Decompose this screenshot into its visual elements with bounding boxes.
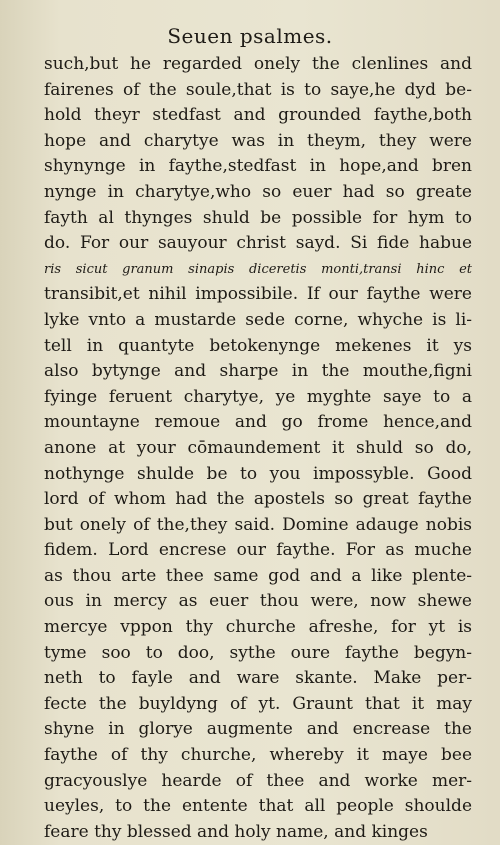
text-line: fayth al thynges shuld be possible for hym to [44, 207, 472, 228]
text-line: as thou arte thee same god and a like plente- [44, 565, 472, 586]
text-line: mountayne remoue and go frome hence,and [44, 412, 472, 433]
text-line: shyne in glorye augmente and encrease the [44, 719, 472, 740]
text-line: hope and charytye was in theym, they were [44, 130, 472, 151]
text-line: shynynge in faythe,stedfast in hope,and bren [44, 156, 472, 177]
text-line-latin: ris sicut granum sinapis diceretis monti,transi hinc et [44, 261, 472, 277]
text-line: but onely of the,they said. Domine adauge nobis [44, 514, 472, 535]
text-line: do. For our sauyour christ sayd. Si fide habue [44, 233, 472, 254]
text-line: nynge in charytye,who so euer had so greate [44, 181, 472, 202]
text-line: ous in mercy as euer thou were, now shewe [44, 591, 472, 612]
text-block [44, 52, 472, 845]
text-line: also bytynge and sharpe in the mouthe,figni [44, 361, 472, 382]
text-line: mercye vppon thy churche afreshe, for yt is [44, 617, 472, 638]
text-line: transibit,et nihil impossibile. If our faythe were [44, 284, 472, 305]
text-line: such,but he regarded onely the clenlines and [44, 54, 472, 74]
text-line: hold theyr stedfast and grounded faythe,both [44, 105, 472, 126]
text-line: tyme soo to doo, sythe oure faythe begyn- [44, 642, 472, 663]
text-line: fairenes of the soule,that is to saye,he dyd be- [44, 79, 472, 100]
text-line: ueyles, to the entente that all people shoulde [44, 796, 472, 817]
text-line: lyke vnto a mustarde sede corne, whyche is li- [44, 309, 472, 330]
text-line: fyinge feruent charytye, ye myghte saye to a [44, 386, 472, 407]
text-line: fecte the buyldyng of yt. Graunt that it may [44, 693, 472, 714]
text-line: nothynge shulde be to you impossyble. Good [44, 463, 472, 484]
text-line: fidem. Lord encrese our faythe. For as muche [44, 540, 472, 561]
text-line: gracyouslye hearde of thee and worke mer- [44, 770, 472, 791]
text-line: lord of whom had the apostels so great faythe [44, 489, 472, 510]
text-line: anone at your cōmaundement it shuld so do, [44, 437, 472, 458]
text-line: faythe of thy churche, whereby it maye bee [44, 745, 472, 766]
running-head: Seuen psalmes. [167, 24, 333, 48]
text-line: feare thy blessed and holy name, and kinges [44, 821, 428, 842]
text-line: tell in quantyte betokenynge mekenes it ys [44, 335, 472, 356]
text-line: neth to fayle and ware skante. Make per- [44, 668, 472, 689]
